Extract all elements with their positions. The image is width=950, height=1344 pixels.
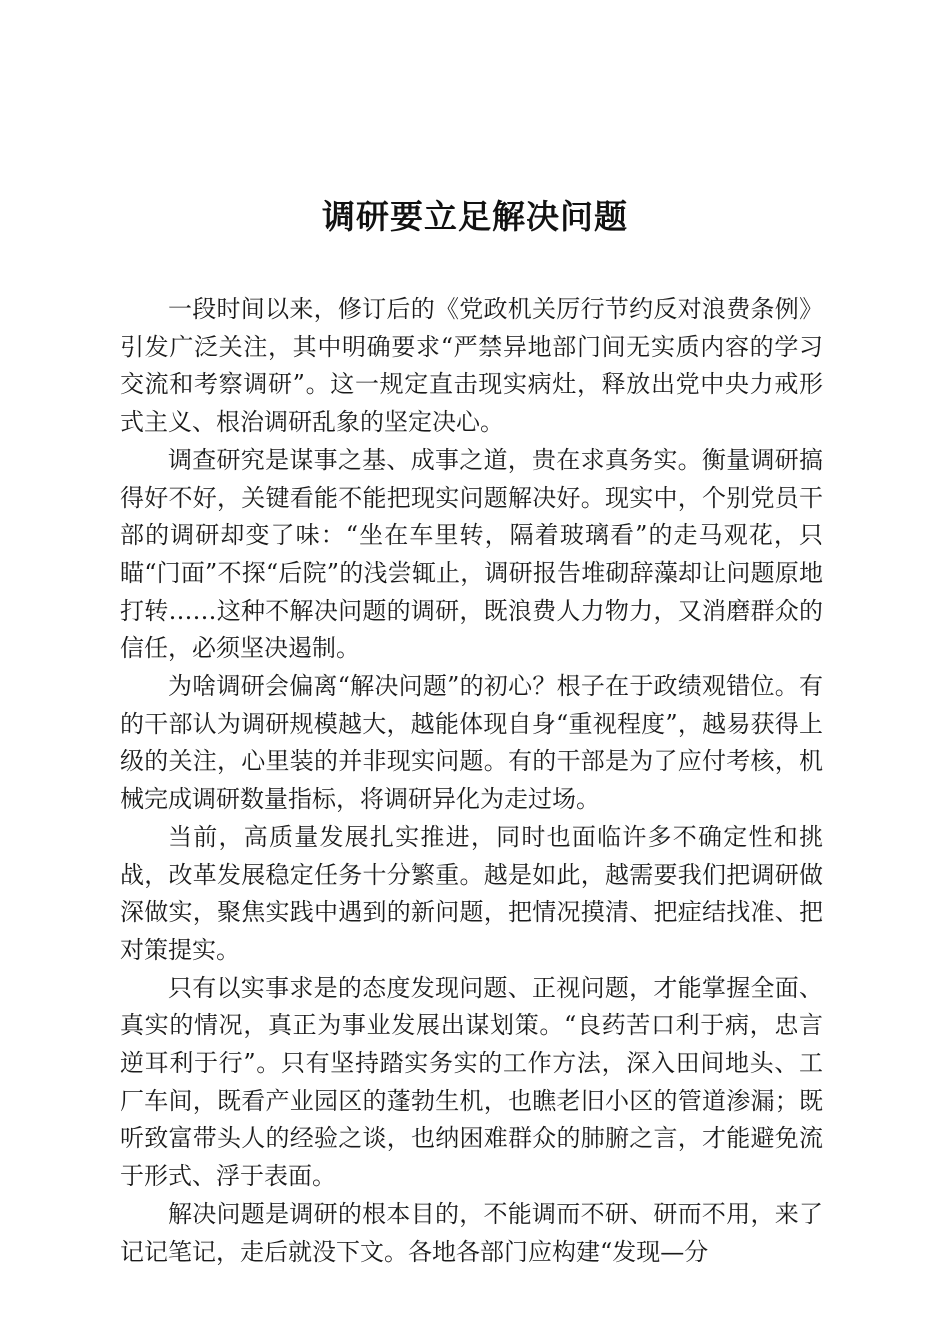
paragraph-6: 解决问题是调研的根本目的，不能调而不研、研而不用，来了记记笔记，走后就没下文。各地各部门应构建“发现—分 — [120, 1199, 823, 1266]
paragraph-5: 只有以实事求是的态度发现问题、正视问题，才能掌握全面、真实的情况，真正为事业发展出谋划策。“良药苦口利于病，忠言逆耳利于行”。只有坚持踏实务实的工作方法，深入田间地头、工厂车间，既看产业园区的蓬勃生机，也瞧老旧小区的管道渗漏；既听致富带头人的经验之谈，也纳困难群众的肺腑之言，才能避免流于形式、浮于表面。 — [120, 973, 823, 1191]
paragraph-2: 调查研究是谋事之基、成事之道，贵在求真务实。衡量调研搞得好不好，关键看能不能把现实问题解决好。现实中，个别党员干部的调研却变了味：“坐在车里转，隔着玻璃看”的走马观花，只瞄“门面”不探“后院”的浅尝辄止，调研报告堆砌辞藻却让问题原地打转……这种不解决问题的调研，既浪费人力物力，又消磨群众的信任，必须坚决遏制。 — [120, 445, 823, 663]
document-title: 调研要立足解决问题 — [322, 197, 628, 236]
document-body — [120, 291, 823, 1271]
paragraph-4: 当前，高质量发展扎实推进，同时也面临许多不确定性和挑战，改革发展稳定任务十分繁重。越是如此，越需要我们把调研做深做实，聚焦实践中遇到的新问题，把情况摸清、把症结找准、把对策提实。 — [120, 822, 823, 964]
paragraph-3: 为啥调研会偏离“解决问题”的初心？根子在于政绩观错位。有的干部认为调研规模越大，越能体现自身“重视程度”，越易获得上级的关注，心里装的并非现实问题。有的干部是为了应付考核，机械完成调研数量指标，将调研异化为走过场。 — [120, 672, 823, 814]
paragraph-1: 一段时间以来，修订后的《党政机关厉行节约反对浪费条例》引发广泛关注，其中明确要求“严禁异地部门间无实质内容的学习交流和考察调研”。这一规定直击现实病灶，释放出党中央力戒形式主义、根治调研乱象的坚定决心。 — [120, 295, 823, 437]
